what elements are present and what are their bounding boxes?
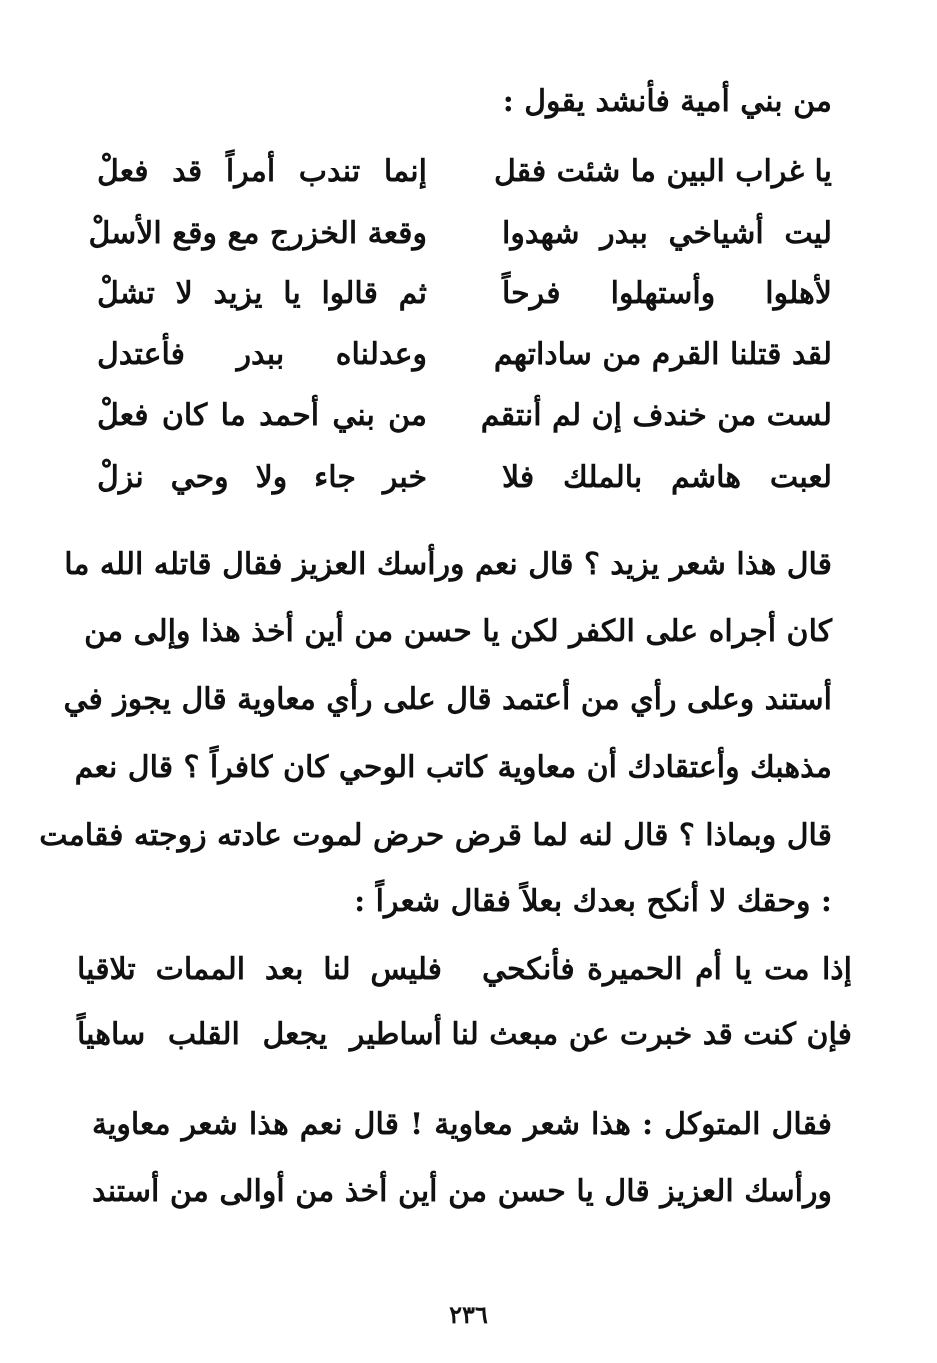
verse1-4-first-hemistich: لقد قتلنا القرم من ساداتهم [493,337,832,372]
verse1-6-second-hemistich: خبر جاء ولا وحي نزلْ [97,460,427,495]
paragraph1-line-6: : وحقك لا أنكح بعدك بعلاً فقال شعراً : [354,884,832,919]
verse1-2-second-hemistich: وقعة الخزرج مع وقع الأسلْ [88,216,427,251]
verse2-2-second-hemistich: أساطير يجعل القلب ساهياً [77,1017,442,1052]
verse1-3-first-hemistich: لأهلوا وأستهلوا فرحاً [502,276,832,311]
page-number: ٢٣٦ [449,1300,488,1329]
verse1-6-first-hemistich: لعبت هاشم بالملك فلا [502,460,832,495]
verse2-1-first-hemistich: إذا مت يا أم الحميرة فأنكحي [482,952,852,987]
paragraph1-line-2: كان أجراه على الكفر لكن يا حسن من أين أخذ هذا وإلى من [84,614,832,649]
paragraph2-line-1: فقال المتوكل : هذا شعر معاوية ! قال نعم هذا شعر معاوية [92,1107,832,1142]
verse2-2-first-hemistich: فإن كنت قد خبرت عن مبعث لنا [451,1017,852,1052]
intro-line: من بني أمية فأنشد يقول : [502,84,832,119]
verse1-5-first-hemistich: لست من خندف إن لم أنتقم [480,398,832,433]
verse1-2-first-hemistich: ليت أشياخي ببدر شهدوا [502,216,832,251]
verse2-1-second-hemistich: فليس لنا بعد الممات تلاقيا [77,952,442,987]
paragraph1-line-3: أستند وعلى رأي من أعتمد قال على رأي معاوية قال يجوز في [63,682,832,717]
paragraph1-line-1: قال هذا شعر يزيد ؟ قال نعم ورأسك العزيز فقال قاتله الله ما [64,547,832,582]
verse1-1-first-hemistich: يا غراب البين ما شئت فقل [493,154,832,189]
paragraph2-line-2: ورأسك العزيز قال يا حسن من أين أخذ من أوالى من أستند [92,1174,832,1209]
verse1-5-second-hemistich: من بني أحمد ما كان فعلْ [97,398,427,433]
verse1-1-second-hemistich: إنما تندب أمراً قد فعلْ [97,154,427,189]
paragraph1-line-5: قال وبماذا ؟ قال لنه لما قرض حرض لموت عادته زوجته فقامت [39,818,832,853]
verse1-3-second-hemistich: ثم قالوا يا يزيد لا تشلْ [97,276,427,311]
verse1-4-second-hemistich: وعدلناه ببدر فأعتدل [97,337,427,372]
paragraph1-line-4: مذهبك وأعتقادك أن معاوية كاتب الوحي كان كافراً ؟ قال نعم [74,750,832,785]
